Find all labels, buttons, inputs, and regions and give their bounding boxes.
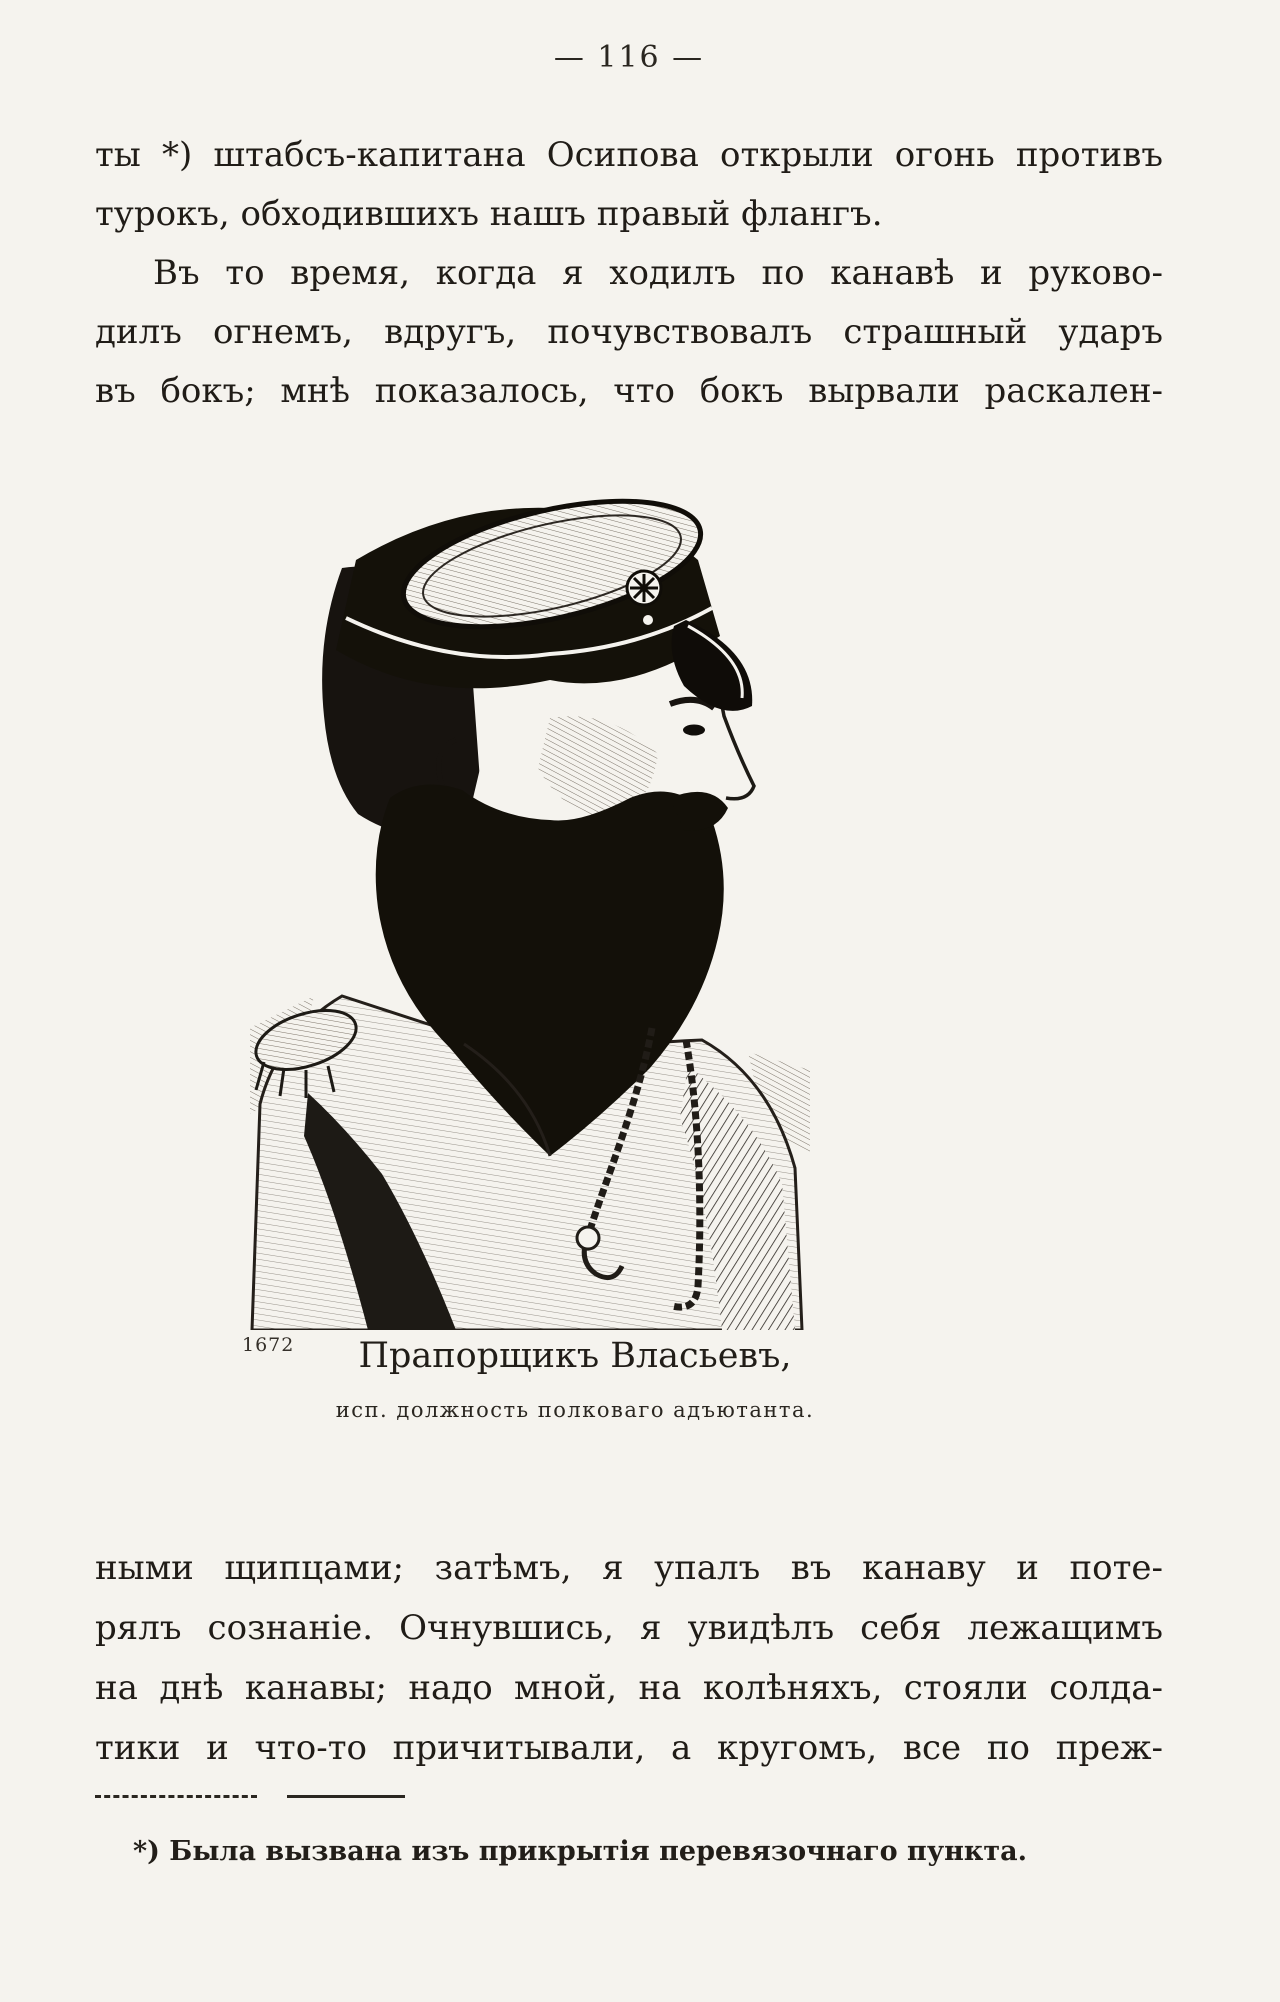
body-line: на днѣ канавы; надо мной, на колѣняхъ, стояли солда- [95, 1668, 1163, 1708]
footnote-rule-segment [287, 1795, 405, 1798]
body-line: турокъ, обходившихъ нашъ правый флангъ. [95, 194, 883, 234]
figure-number: 1672 [242, 1334, 295, 1356]
figure-caption-title: Прапорщикъ Власьевъ, [358, 1336, 792, 1376]
body-line: ными щипцами; затѣмъ, я упалъ въ канаву и поте- [95, 1548, 1163, 1588]
body-line: дилъ огнемъ, вдругъ, почувствовалъ страшный ударъ [95, 312, 1163, 352]
body-line: рялъ сознаніе. Очнувшись, я увидѣлъ себя лежащимъ [95, 1608, 1163, 1648]
bottom-paragraph [95, 1538, 1163, 1778]
body-line: ты *) штабсъ-капитана Осипова открыли огонь противъ [95, 135, 1163, 175]
body-line: тики и что-то причитывали, а кругомъ, все по преж- [95, 1728, 1163, 1768]
figure-caption-subtitle: исп. должность полковаго адъютанта. [335, 1398, 815, 1422]
portrait-engraving [250, 468, 810, 1330]
top-paragraph [95, 126, 1163, 421]
page-number: — 116 — [553, 40, 705, 75]
body-line: Въ то время, когда я ходилъ по канавѣ и руково- [153, 253, 1163, 293]
body-line: въ бокъ; мнѣ показалось, что бокъ вырвали раскален- [95, 371, 1163, 411]
footnote-rule-segment [95, 1795, 257, 1798]
portrait-illustration [250, 468, 810, 1330]
footnote-rule [95, 1795, 495, 1799]
footnote-text: *) Была вызвана изъ прикрытія перевязочнаго пункта. [133, 1836, 1027, 1867]
